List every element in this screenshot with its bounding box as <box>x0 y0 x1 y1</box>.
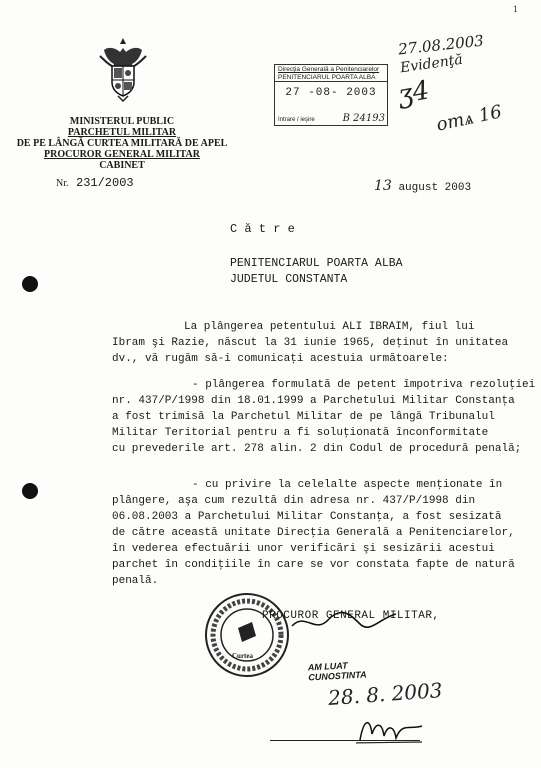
date-day: 13 <box>374 178 392 194</box>
handwritten-signature-mark: ʒ4 <box>395 75 432 111</box>
paragraph-3-line-3: 06.08.2003 a Parchetului Militar Constanţa, a fost sesizată <box>112 511 502 523</box>
punch-hole-bottom <box>22 483 38 499</box>
date-line <box>374 178 471 194</box>
paragraph-2-line-4: Militar Teritorial pentru a fi soluţionată înconformitate <box>112 427 489 439</box>
paragraph-1-line-2: Ibram şi Razie, născut la 31 iunie 1965, deţinut în unitatea <box>112 337 509 349</box>
seal-center-text: Curtea <box>232 652 253 660</box>
addressee-heading: C ă t r e <box>230 222 295 236</box>
nr-label: Nr. <box>56 178 69 189</box>
official-round-seal <box>204 592 290 678</box>
paragraph-2-line-2: nr. 437/P/1998 din 18.01.1999 a Parchetului Militar Constanţa <box>112 395 515 407</box>
signature-underline <box>270 740 420 741</box>
nr-value: 231/2003 <box>76 176 134 190</box>
paragraph-3-line-4: de către această unitate Direcţia Generală a Penitenciarelor, <box>112 527 515 539</box>
handwritten-side-note: отѧ 16 <box>434 101 504 136</box>
paragraph-2-line-5: cu prevederile art. 278 alin. 2 din Codul de procedură penală; <box>112 443 522 455</box>
coat-of-arms-emblem <box>98 36 148 102</box>
registry-stamp <box>274 64 388 126</box>
header-line-parchet: PARCHETUL MILITAR <box>67 127 177 138</box>
paragraph-2-line-1: - plângerea formulată de petent împotriva rezoluţiei <box>192 379 536 391</box>
paragraph-3-line-7: penală. <box>112 575 159 587</box>
paragraph-3-line-1: - cu privire la celelalte aspecte menţionate în <box>192 479 503 491</box>
stamp-number: B 24193 <box>342 113 385 124</box>
recipient-line-2: JUDETUL CONSTANTA <box>230 273 348 286</box>
header-line-procuror: PROCUROR GENERAL MILITAR <box>44 149 200 160</box>
bottom-signature <box>356 712 426 753</box>
handwritten-evidenta: Evidenţă <box>399 51 464 77</box>
stamp-intrare-label: Intrare / ieşire <box>278 117 315 123</box>
signature-scribble <box>290 608 400 643</box>
header-line-court: DE PE LÂNGĂ CURTEA MILITARĂ DE APEL <box>16 138 228 149</box>
punch-hole-top <box>22 276 38 292</box>
handwritten-date-top: 27.08.2003 <box>397 31 485 59</box>
header-line-ministry: MINISTERUL PUBLIC <box>69 116 175 127</box>
header-line-cabinet: CABINET <box>99 160 145 171</box>
signature-title: PROCUROR GENERAL MILITAR, <box>262 610 440 622</box>
stamp-line-penitenciar: PENITENCIARUL POARTA ALBĂ <box>275 74 387 82</box>
institution-header <box>12 116 232 171</box>
stamp-date: 27 -08- 2003 <box>285 87 377 99</box>
paragraph-3-line-6: parchet în condiţiile în care se vor constata fapte de natură <box>112 559 515 571</box>
paragraph-3-line-2: plângere, aşa cum rezultă din adresa nr. 437/P/1998 din <box>112 495 476 507</box>
page-mark: 1 <box>513 4 518 14</box>
paragraph-3-line-5: în vederea efectuării unor verificări şi sesizării acestui <box>112 543 495 555</box>
recipient-block <box>230 256 403 288</box>
acknowledgment-stamp: AM LUAT CUNOSTINTA <box>307 660 367 683</box>
paragraph-2-line-3: a fost trimisă la Parchetul Militar de pe lângă Tribunalul <box>112 411 495 423</box>
paragraph-1-line-1: La plângerea petentului ALI IBRAIM, fiul lui <box>184 321 475 333</box>
stamp-line-direction: Direcţia Generală a Penitenciarelor <box>278 66 380 73</box>
recipient-line-1: PENITENCIARUL POARTA ALBA <box>230 257 403 270</box>
paragraph-1-line-3: dv., vă rugăm să-i comunicaţi acestuia următoarele: <box>112 353 449 365</box>
date-month-year: august 2003 <box>398 182 472 194</box>
handwritten-date-bottom: 28. 8. 2003 <box>327 678 444 710</box>
